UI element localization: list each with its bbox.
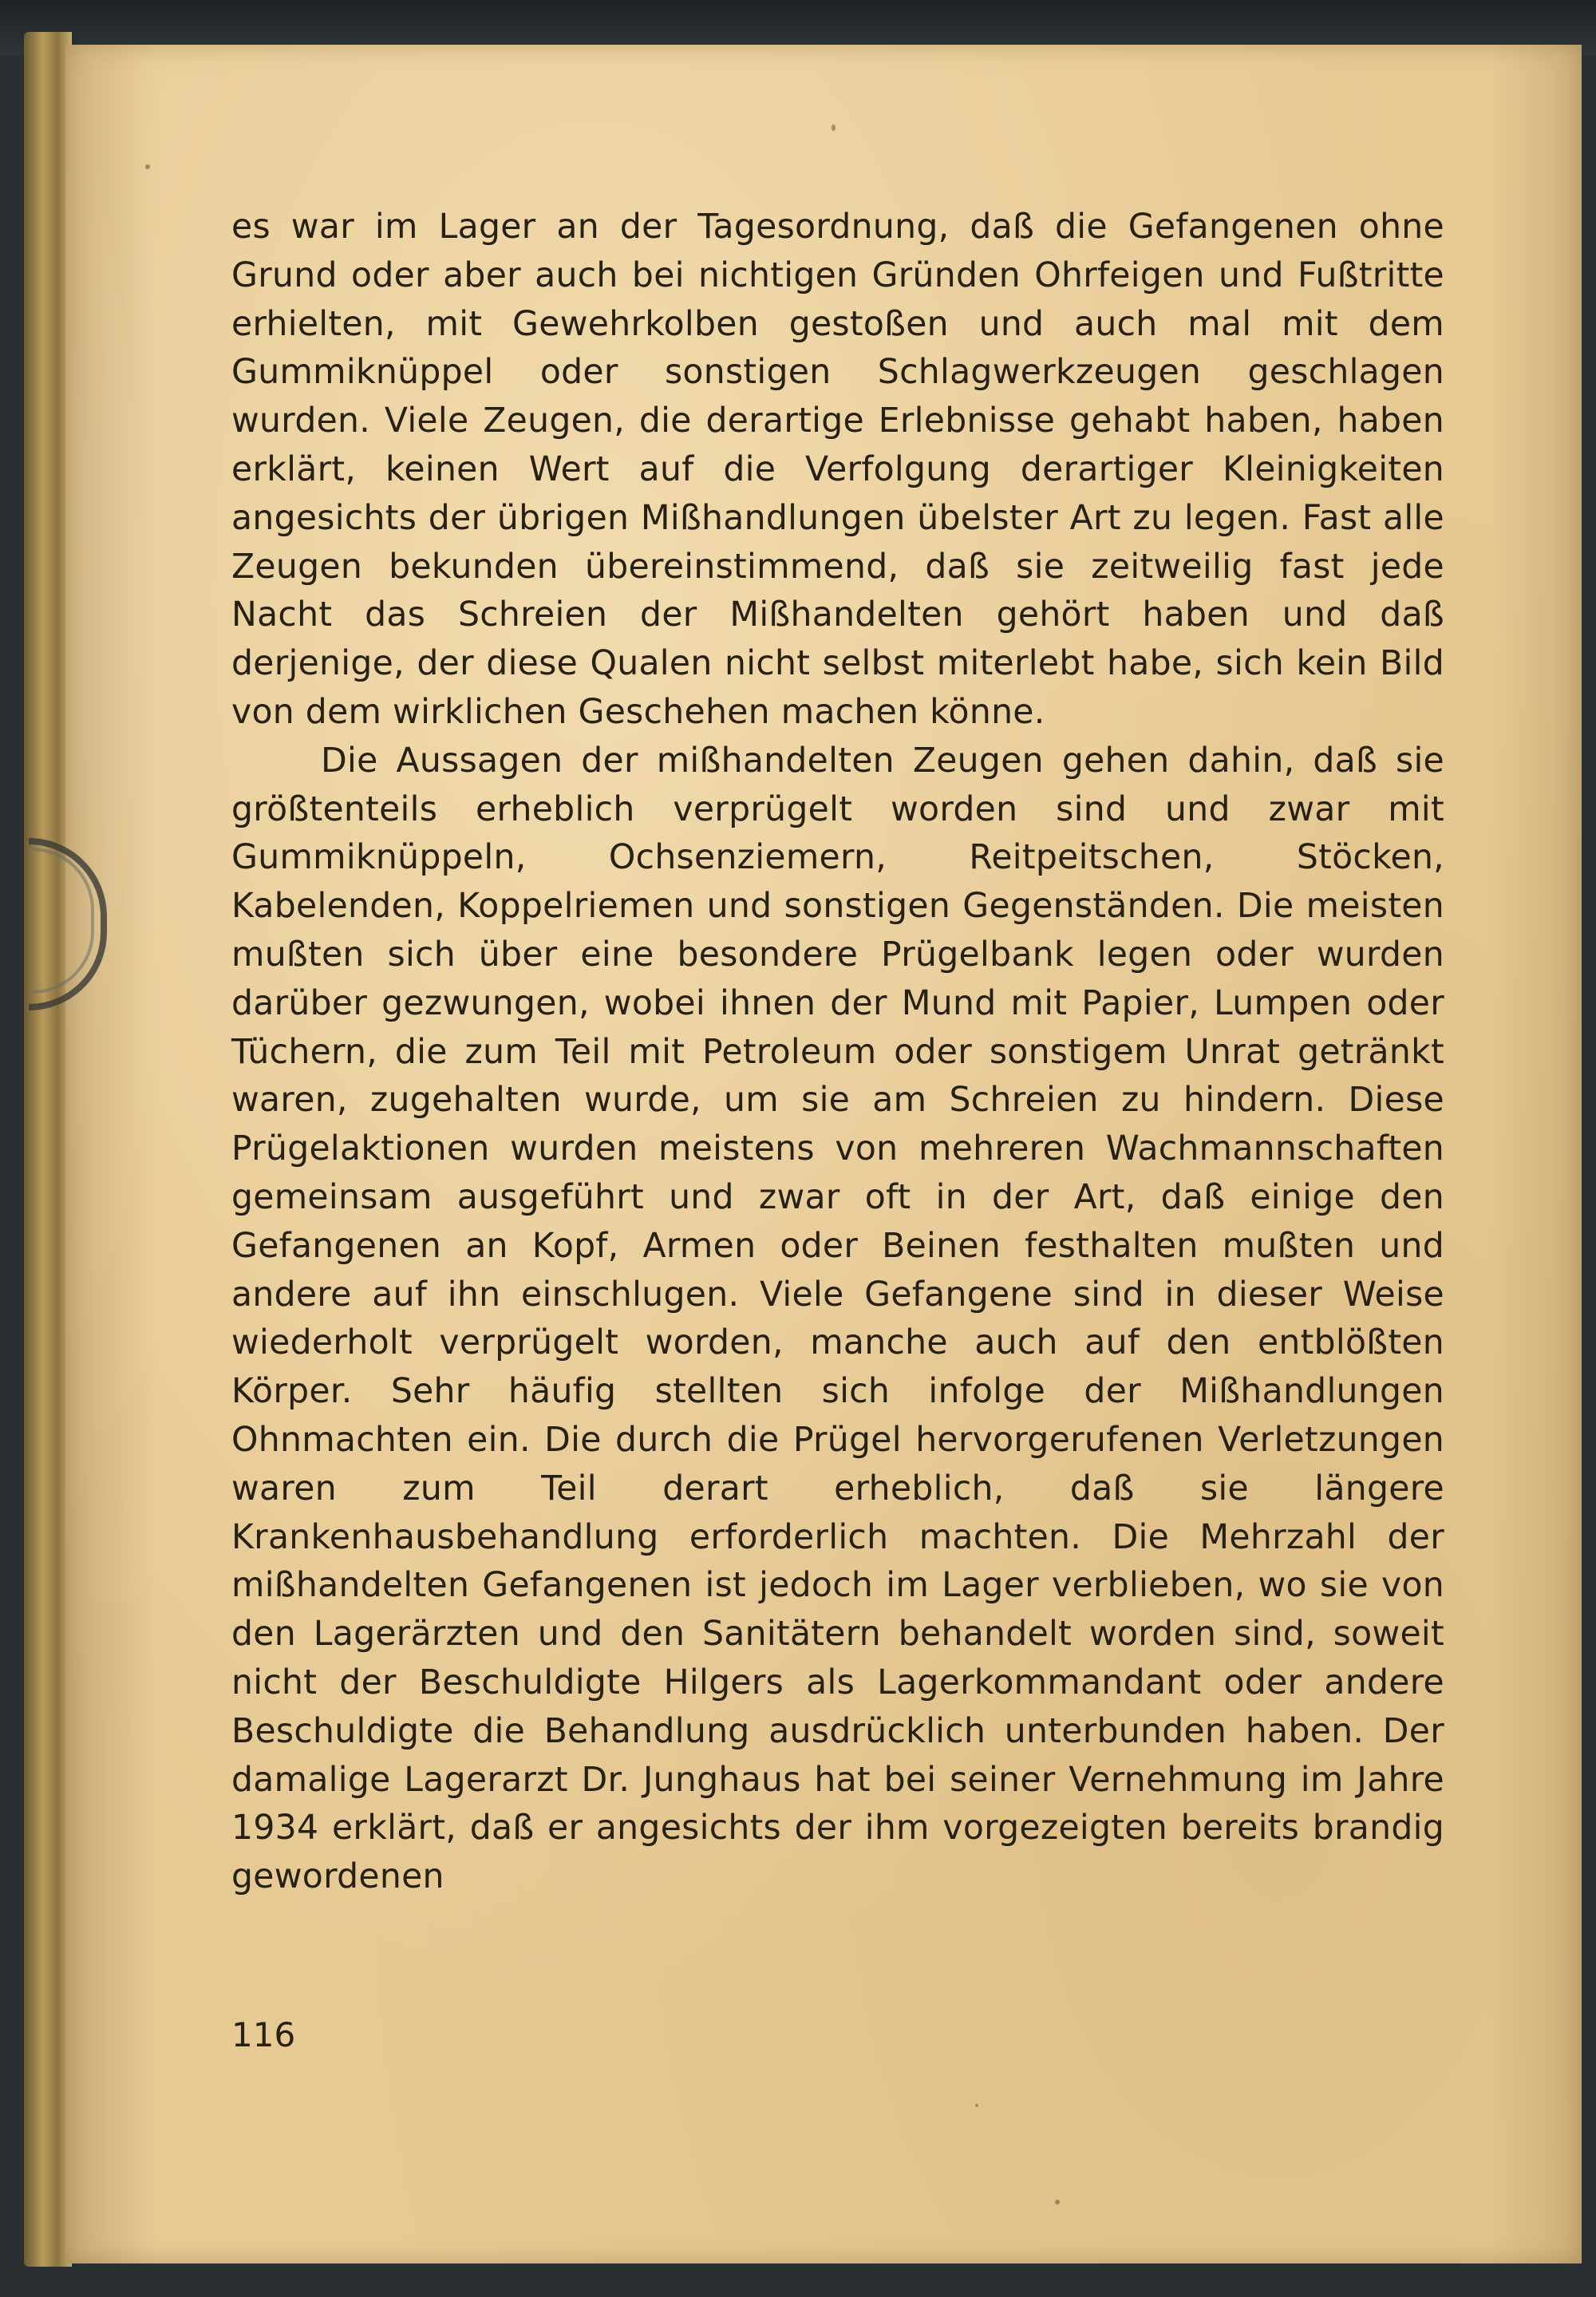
paper-speck bbox=[145, 164, 150, 169]
page-number: 116 bbox=[231, 2015, 296, 2054]
paper-speck bbox=[975, 2104, 978, 2107]
paper-speck bbox=[1055, 2200, 1060, 2204]
book-spine-edge bbox=[24, 32, 72, 2267]
paragraph-1: es war im Lager an der Tagesordnung, daß die Gefangenen ohne Grund oder aber auch bei nichtigen Gründen Ohrfeigen und Fußtritte erhielten, mit Gewehrkolben gestoßen und auch mal mit dem Gummiknüppel oder sonstigen Schlagwerkzeugen geschlagen wurden. Viele Zeugen, die derartige Erlebnisse gehabt haben, haben erklärt, keinen Wert auf die Verfolgung derartiger Kleinigkeiten angesichts der übrigen Mißhandlungen übelster Art zu legen. Fast alle Zeugen bekunden übereinstimmend, daß sie zeitweilig fast jede Nacht das Schreien der Mißhandelten gehört haben und daß derjenige, der diese Qualen nicht selbst miterlebt habe, sich kein Bild von dem wirklichen Geschehen machen könne. bbox=[231, 208, 1444, 732]
body-text bbox=[231, 204, 1444, 1902]
paper-speck bbox=[832, 125, 836, 131]
paragraph-2: Die Aussagen der mißhandelten Zeugen gehen dahin, daß sie größtenteils erheblich verprügelt worden sind und zwar mit Gummiknüppeln, Ochsenziemern, Reitpeitschen, Stöcken, Kabelenden, Koppelriemen und sonstigen Gegenständen. Die meisten mußten sich über eine besondere Prügelbank legen oder wurden darüber gezwungen, wobei ihnen der Mund mit Papier, Lumpen oder Tüchern, die zum Teil mit Petroleum oder sonstigem Unrat getränkt waren, zugehalten wurde, um sie am Schreien zu hindern. Diese Prügelaktionen wurden meistens von mehreren Wachmannschaften gemeinsam ausgeführt und zwar oft in der Art, daß einige den Gefangenen an Kopf, Armen oder Beinen festhalten mußten und andere auf ihn einschlugen. Viele Gefangene sind in dieser Weise wiederholt verprügelt worden, manche auch auf den entblößten Körper. Sehr häufig stellten sich infolge der Mißhandlungen Ohnmachten ein. Die durch die Prügel hervorgerufenen Verletzungen waren zum Teil derart erheblich, daß sie längere Krankenhausbehandlung erforderlich machten. Die Mehrzahl der mißhandelten Gefangenen ist jedoch im Lager verblieben, wo sie von den Lagerärzten und den Sanitätern behandelt worden sind, soweit nicht der Beschuldigte Hilgers als Lagerkommandant oder andere Beschuldigte die Behandlung ausdrücklich unterbunden haben. Der damalige Lagerarzt Dr. Junghaus hat bei seiner Vernehmung im Jahre 1934 erklärt, daß er angesichts der ihm vorgezeigten bereits brandig gewordenen bbox=[231, 741, 1444, 1897]
